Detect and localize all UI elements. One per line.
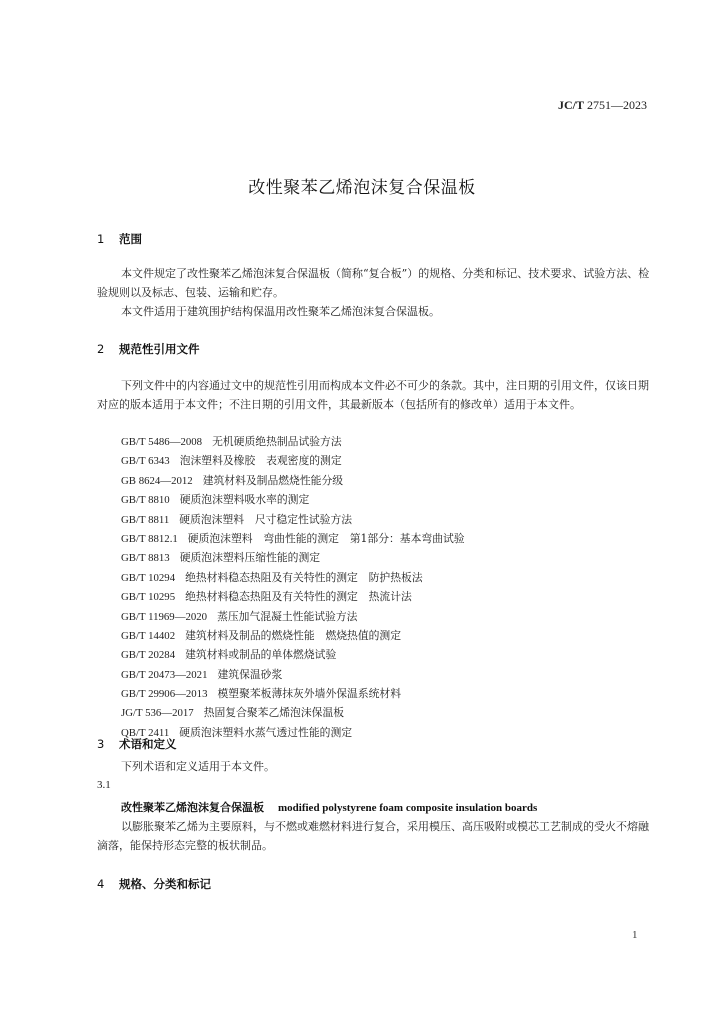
reference-code: GB/T 8810 [121, 494, 170, 507]
section-1-heading [97, 231, 142, 247]
document-title: 改性聚苯乙烯泡沫复合保温板 [248, 178, 476, 198]
term-english: modified polystyrene foam composite insulation boards [278, 802, 538, 814]
reference-code: GB/T 29906—2013 [121, 688, 208, 701]
reference-item [121, 451, 465, 470]
reference-code: GB/T 8813 [121, 552, 170, 565]
reference-title: 硬质泡沫塑料水蒸气透过性能的测定 [179, 725, 353, 739]
section-1-title: 范围 [119, 232, 142, 246]
reference-item [121, 548, 465, 567]
section-3-number: 3 [97, 737, 105, 751]
reference-code: GB/T 20284 [121, 649, 176, 662]
reference-code: GB/T 5486—2008 [121, 436, 203, 448]
section-1-number: 1 [97, 232, 105, 246]
reference-item [121, 587, 465, 606]
reference-item [121, 568, 465, 587]
reference-title: 硬质泡沫塑料压缩性能的测定 [179, 551, 321, 565]
section-1-paragraph-1: 本文件规定了改性聚苯乙烯泡沫复合保温板（简称“复合板”）的规格、分类和标记、技术要求、试验方法、检验规则以及标志、包装、运输和贮存。 [97, 267, 650, 299]
reference-item [121, 645, 465, 664]
section-2-heading [97, 341, 200, 357]
section-4-title: 规格、分类和标记 [119, 877, 211, 891]
section-3-heading [97, 736, 177, 752]
reference-title: 硬质泡沫塑料 弯曲性能的测定 第1部分：基本弯曲试验 [187, 531, 465, 545]
reference-title: 绝热材料稳态热阻及有关特性的测定 防护热板法 [185, 570, 423, 584]
section-3-intro: 下列术语和定义适用于本文件。 [121, 760, 275, 773]
reference-title: 无机硬质绝热制品试验方法 [212, 435, 342, 448]
term-number: 3.1 [97, 779, 111, 791]
reference-item [121, 490, 465, 509]
section-3-title: 术语和定义 [119, 737, 177, 751]
reference-list [121, 432, 465, 742]
reference-code: GB/T 8811 [121, 513, 170, 526]
section-2-title: 规范性引用文件 [119, 342, 200, 356]
term-definition: 以膨胀聚苯乙烯为主要原料，与不燃或难燃材料进行复合，采用模压、高压吸附或模芯工艺制成的受火不熔融滴落，能保持形态完整的板状制品。 [97, 820, 649, 852]
reference-code: GB/T 20473—2021 [121, 668, 208, 681]
reference-item [121, 510, 465, 529]
reference-item [121, 684, 465, 703]
reference-title: 硬质泡沫塑料吸水率的测定 [179, 493, 310, 507]
term-entry [121, 799, 537, 815]
section-1-paragraph-2: 本文件适用于建筑围护结构保温用改性聚苯乙烯泡沫复合保温板。 [121, 305, 440, 318]
reference-code: GB/T 11969—2020 [121, 610, 208, 623]
section-4-number: 4 [97, 877, 105, 891]
section-2-intro: 下列文件中的内容通过文中的规范性引用而构成本文件必不可少的条款。其中，注日期的引用文件，仅该日期对应的版本适用于本文件；不注日期的引用文件，其最新版本（包括所有的修改单）适用于本文件。 [97, 379, 649, 411]
reference-item [121, 607, 465, 626]
reference-title: 模塑聚苯板薄抹灰外墙外保温系统材料 [217, 687, 402, 701]
reference-item [121, 665, 465, 684]
reference-code: GB/T 8812.1 [121, 532, 178, 545]
reference-item [121, 626, 465, 645]
reference-code: GB 8624—2012 [121, 474, 193, 487]
reference-item [121, 703, 465, 722]
reference-code: GB/T 10294 [121, 571, 176, 584]
reference-title: 硬质泡沫塑料 尺寸稳定性试验方法 [179, 512, 353, 526]
reference-title: 热固复合聚苯乙烯泡沫保温板 [203, 706, 345, 720]
reference-title: 建筑保温砂浆 [217, 667, 283, 681]
reference-code: JG/T 536—2017 [121, 707, 194, 720]
reference-code: QB/T 2411 [121, 726, 170, 739]
reference-item [121, 432, 465, 451]
term-chinese: 改性聚苯乙烯泡沫复合保温板 [121, 801, 264, 814]
reference-code: GB/T 14402 [121, 629, 176, 642]
reference-code: GB/T 10295 [121, 591, 176, 604]
reference-code: GB/T 6343 [121, 455, 170, 468]
standard-code [558, 98, 647, 113]
reference-item [121, 529, 465, 548]
reference-title: 建筑材料或制品的单体燃烧试验 [185, 648, 337, 662]
reference-title: 建筑材料及制品的燃烧性能 燃烧热值的测定 [185, 628, 402, 642]
section-4-heading [97, 876, 211, 892]
reference-title: 泡沫塑料及橡胶 表观密度的测定 [179, 454, 342, 468]
reference-title: 蒸压加气混凝土性能试验方法 [217, 609, 358, 623]
reference-title: 建筑材料及制品燃烧性能分级 [202, 473, 344, 487]
reference-title: 绝热材料稳态热阻及有关特性的测定 热流计法 [185, 590, 412, 604]
standard-code-prefix: JC/T [557, 98, 584, 112]
section-2-number: 2 [97, 342, 105, 356]
reference-item [121, 471, 465, 490]
page-number: 1 [632, 929, 638, 941]
standard-code-number: 2751—2023 [587, 98, 647, 112]
